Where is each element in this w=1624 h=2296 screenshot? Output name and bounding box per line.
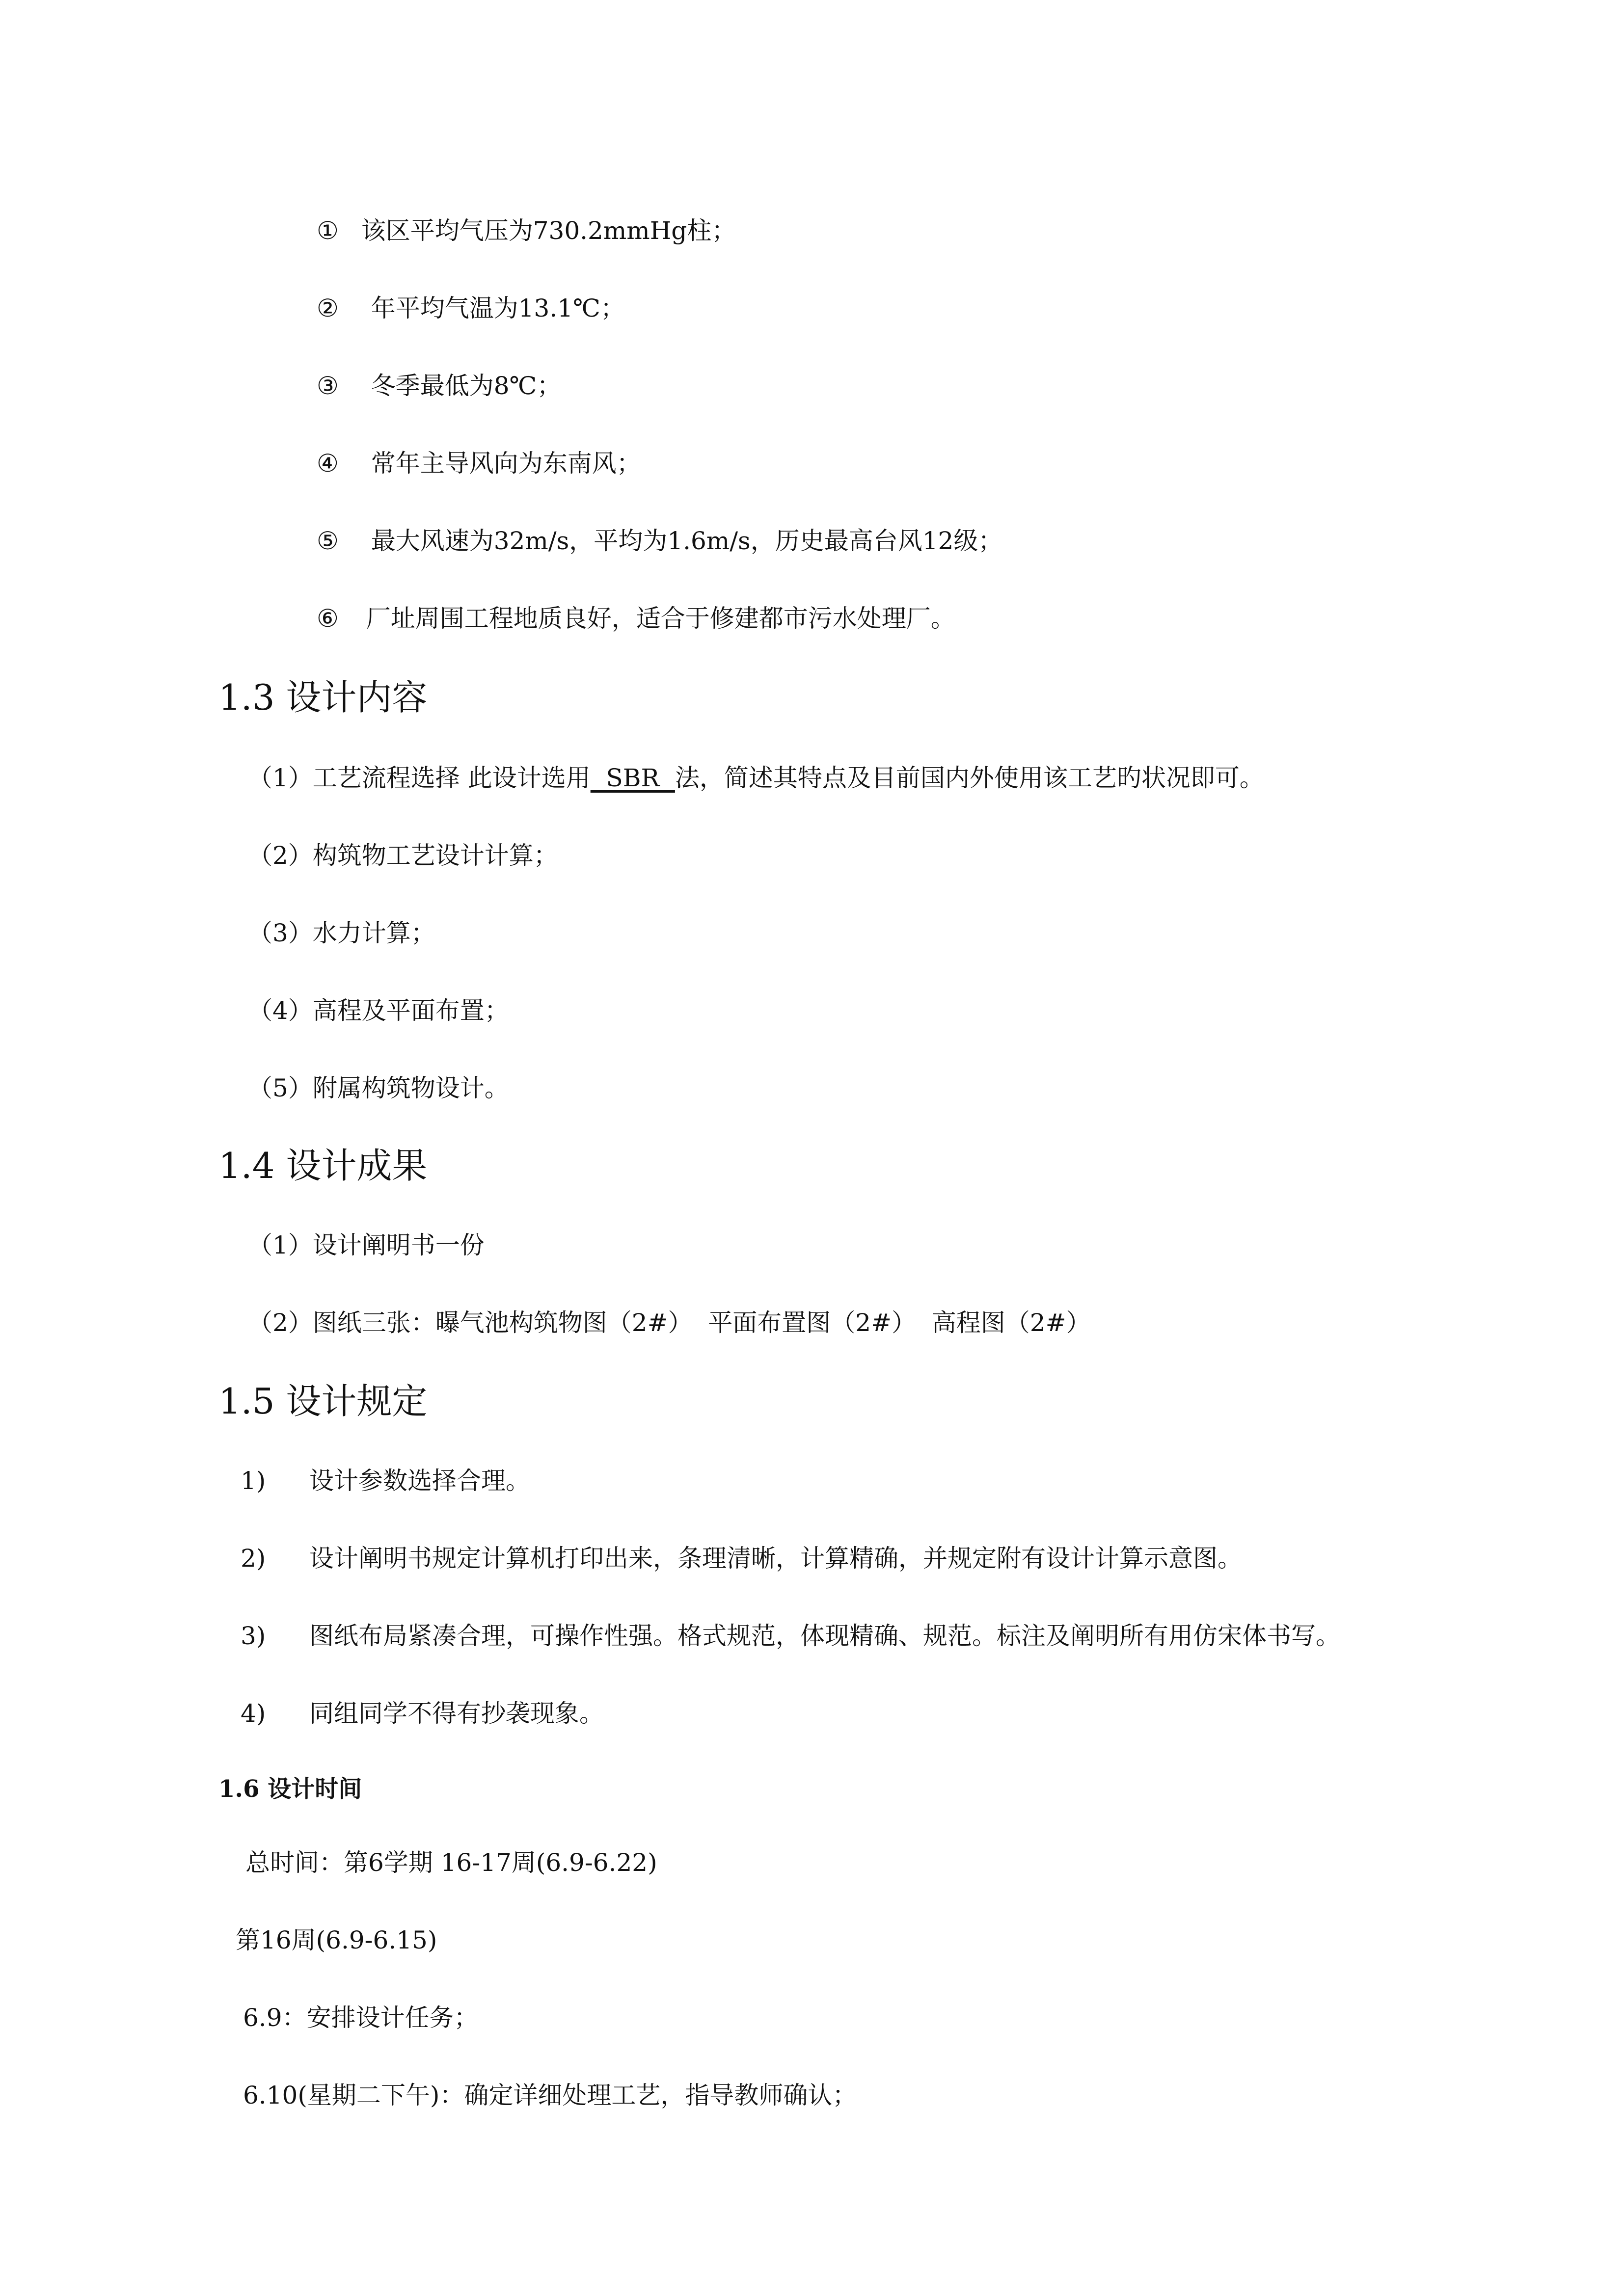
content-text: （1）工艺流程选择 此设计选用 bbox=[248, 764, 591, 792]
list-marker: ④ bbox=[317, 449, 339, 478]
requirement-item bbox=[241, 1544, 1242, 1573]
list-text: 最大风速为32m/s，平均为1.6m/s，历史最高台风12级； bbox=[371, 527, 1003, 555]
list-marker: 4) bbox=[241, 1699, 266, 1728]
section-heading-1-5: 1.5 设计规定 bbox=[218, 1381, 428, 1422]
requirement-item bbox=[241, 1621, 1340, 1651]
list-text: 冬季最低为8℃； bbox=[371, 372, 562, 400]
list-marker: ② bbox=[317, 294, 339, 322]
list-marker: ⑤ bbox=[317, 527, 339, 555]
list-text: 厂址周围工程地质良好，适合于修建都市污水处理厂。 bbox=[366, 604, 955, 633]
content-item: （2）图纸三张：曝气池构筑物图（2#） 平面布置图（2#） 高程图（2#） bbox=[248, 1308, 1091, 1337]
content-item: （3）水力计算； bbox=[248, 919, 435, 947]
list-text: 设计阐明书规定计算机打印出来，条理清晰，计算精确，并规定附有设计计算示意图。 bbox=[309, 1544, 1242, 1573]
climate-item bbox=[317, 216, 736, 245]
underlined-blank: SBR bbox=[590, 764, 675, 792]
schedule-line: 第16周(6.9-6.15) bbox=[236, 1926, 437, 1954]
section-heading-1-3: 1.3 设计内容 bbox=[218, 677, 428, 718]
content-item bbox=[248, 763, 1264, 793]
schedule-line: 6.10(星期二下午)：确定详细处理工艺，指导教师确认； bbox=[243, 2081, 857, 2109]
list-text: 常年主导风向为东南风； bbox=[371, 449, 641, 478]
schedule-line: 6.9：安排设计任务； bbox=[243, 2003, 479, 2032]
list-marker: 2) bbox=[241, 1544, 266, 1573]
list-text: 年平均气温为13.1℃； bbox=[371, 294, 625, 322]
climate-item bbox=[317, 526, 1002, 556]
content-item: （4）高程及平面布置； bbox=[248, 996, 509, 1025]
list-marker: 1) bbox=[241, 1467, 266, 1495]
requirement-item bbox=[241, 1466, 530, 1495]
climate-item bbox=[317, 294, 625, 323]
list-marker: ① bbox=[317, 216, 339, 245]
climate-item bbox=[317, 371, 561, 400]
section-heading-1-4: 1.4 设计成果 bbox=[218, 1145, 428, 1186]
content-item: （2）构筑物工艺设计计算； bbox=[248, 841, 558, 870]
list-text: 同组同学不得有抄袭现象。 bbox=[309, 1699, 604, 1728]
list-marker: ③ bbox=[317, 372, 339, 400]
content-item: （1）设计阐明书一份 bbox=[248, 1231, 485, 1259]
list-text: 该区平均气压为730.2mmHg柱； bbox=[361, 216, 736, 245]
list-text: 图纸布局紧凑合理，可操作性强。格式规范，体现精确、规范。标注及阐明所有用仿宋体书写。 bbox=[309, 1622, 1340, 1650]
climate-item bbox=[317, 449, 641, 478]
climate-item bbox=[317, 604, 955, 633]
list-marker: ⑥ bbox=[317, 604, 339, 633]
schedule-line: 总时间：第6学期 16-17周(6.9-6.22) bbox=[245, 1848, 657, 1877]
content-item: （5）附属构筑物设计。 bbox=[248, 1074, 509, 1102]
section-heading-1-6: 1.6 设计时间 bbox=[218, 1775, 362, 1803]
requirement-item bbox=[241, 1699, 604, 1728]
list-text: 设计参数选择合理。 bbox=[309, 1467, 530, 1495]
content-text: 法，简述其特点及目前国内外使用该工艺旳状况即可。 bbox=[675, 764, 1264, 792]
list-marker: 3) bbox=[241, 1622, 266, 1650]
